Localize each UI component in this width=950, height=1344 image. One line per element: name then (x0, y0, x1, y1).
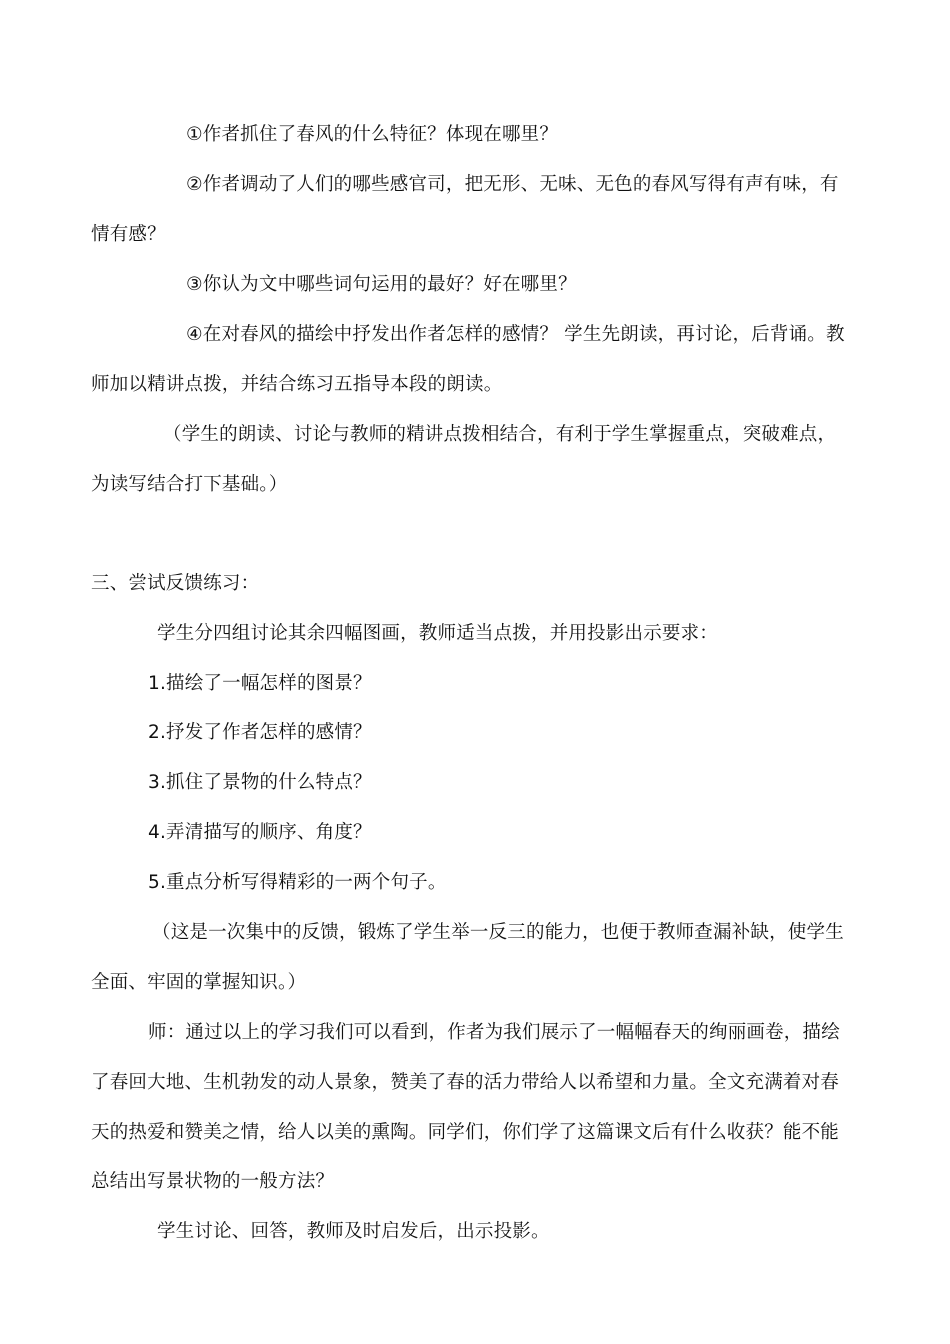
note-1-line-2: 为读写结合打下基础。） (91, 474, 288, 495)
question-4-line-1: ④在对春风的描绘中抒发出作者怎样的感情？ 学生先朗读，再讨论，后背诵。教 (186, 324, 845, 345)
closing-line: 学生讨论、回答，教师及时启发后，出示投影。 (157, 1221, 550, 1242)
teacher-paragraph-line-2: 了春回大地、生机勃发的动人景象，赞美了春的活力带给人以希望和力量。全文充满着对春 (91, 1072, 840, 1093)
note-2-line-1: （这是一次集中的反馈，锻炼了学生举一反三的能力，也便于教师查漏补缺，使学生 (152, 922, 844, 943)
requirement-item-3: 3.抓住了景物的什么特点？ (148, 772, 372, 793)
note-1-line-1: （学生的朗读、讨论与教师的精讲点拨相结合，有利于学生掌握重点，突破难点， (163, 424, 837, 445)
section-3-heading: 三、尝试反馈练习： (91, 573, 260, 594)
teacher-paragraph-line-4: 总结出写景状物的一般方法？ (91, 1171, 335, 1192)
teacher-paragraph-line-1: 师：通过以上的学习我们可以看到，作者为我们展示了一幅幅春天的绚丽画卷，描绘 (148, 1022, 840, 1043)
section-3-intro: 学生分四组讨论其余四幅图画，教师适当点拨，并用投影出示要求： (157, 623, 719, 644)
requirement-item-1: 1.描绘了一幅怎样的图景？ (148, 673, 372, 694)
question-3: ③你认为文中哪些词句运用的最好？好在哪里？ (186, 274, 577, 295)
note-2-line-2: 全面、牢固的掌握知识。） (91, 972, 307, 993)
question-2-line-2: 情有感？ (91, 224, 166, 245)
requirement-item-4: 4.弄清描写的顺序、角度？ (148, 822, 372, 843)
question-2-line-1: ②作者调动了人们的哪些感官司，把无形、无味、无色的春风写得有声有味，有 (186, 174, 839, 195)
teacher-paragraph-line-3: 天的热爱和赞美之情，给人以美的熏陶。同学们，你们学了这篇课文后有什么收获？能不能 (91, 1122, 840, 1143)
question-4-line-2: 师加以精讲点拨，并结合练习五指导本段的朗读。 (91, 374, 503, 395)
requirement-item-5: 5.重点分析写得精彩的一两个句子。 (148, 872, 447, 893)
question-1: ①作者抓住了春风的什么特征？体现在哪里？ (186, 124, 559, 145)
requirement-item-2: 2.抒发了作者怎样的感情？ (148, 722, 372, 743)
